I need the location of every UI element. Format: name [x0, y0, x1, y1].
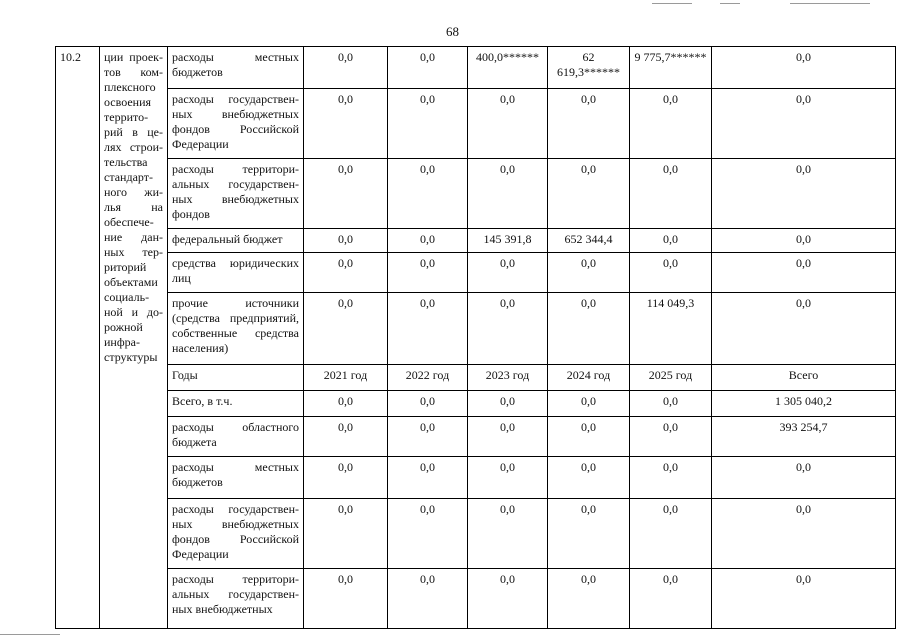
scan-artifact-line: [790, 3, 870, 4]
funding-source-label: расходы территори-альных государствен-ных внебюджетных фондов: [168, 159, 304, 229]
value-cell: 0,0: [468, 457, 548, 499]
value-cell: 0,0: [548, 253, 630, 293]
value-cell: 0,0: [388, 391, 468, 417]
scan-artifact-line: [0, 634, 60, 635]
table-row: [56, 391, 896, 417]
value-cell: 0,0: [712, 47, 896, 89]
value-cell: 0,0: [304, 569, 388, 629]
value-cell: 0,0: [712, 499, 896, 569]
value-cell: 2023 год: [468, 365, 548, 391]
value-cell: 0,0: [548, 457, 630, 499]
value-cell: 0,0: [388, 229, 468, 253]
funding-source-label: средства юридических лиц: [168, 253, 304, 293]
value-cell: 0,0: [548, 569, 630, 629]
value-cell: 0,0: [388, 253, 468, 293]
value-cell: 0,0: [630, 391, 712, 417]
value-cell: 0,0: [468, 89, 548, 159]
row-description: ции проек-тов ком-плексного освоения террито-рий в це-лях строи-тельства стандарт-ного жи-лья на обеспече-ние дан-ных тер-риторий объектами социаль-ной и до-рожной инфра-структуры: [100, 47, 168, 629]
table-row: [56, 159, 896, 229]
value-cell: 0,0: [304, 417, 388, 457]
value-cell: 0,0: [712, 253, 896, 293]
value-cell: 0,0: [304, 89, 388, 159]
value-cell: 0,0: [304, 229, 388, 253]
value-cell: 1 305 040,2: [712, 391, 896, 417]
value-cell: 0,0: [548, 293, 630, 365]
value-cell: 0,0: [468, 417, 548, 457]
value-cell: 0,0: [304, 499, 388, 569]
value-cell: 0,0: [630, 417, 712, 457]
funding-source-label: прочие источники (средства предприятий, собственные средства населения): [168, 293, 304, 365]
value-cell: 0,0: [548, 159, 630, 229]
value-cell: 0,0: [712, 457, 896, 499]
budget-table: [55, 46, 896, 629]
table-row: [56, 293, 896, 365]
funding-source-label: расходы областного бюджета: [168, 417, 304, 457]
value-cell: 0,0: [468, 253, 548, 293]
value-cell: 0,0: [630, 229, 712, 253]
funding-source-label: расходы государствен-ных внебюджетных фондов Российской Федерации: [168, 499, 304, 569]
value-cell: 0,0: [548, 391, 630, 417]
funding-source-label: Годы: [168, 365, 304, 391]
value-cell: 0,0: [548, 417, 630, 457]
value-cell: 0,0: [304, 457, 388, 499]
value-cell: 0,0: [388, 293, 468, 365]
value-cell: 0,0: [304, 253, 388, 293]
value-cell: 0,0: [468, 499, 548, 569]
funding-source-label: расходы территори-альных государствен-ных внебюджетных: [168, 569, 304, 629]
funding-source-label: расходы местных бюджетов: [168, 457, 304, 499]
value-cell: 0,0: [468, 159, 548, 229]
value-cell: Всего: [712, 365, 896, 391]
row-code: 10.2: [56, 47, 100, 629]
table-row: [56, 89, 896, 159]
value-cell: 0,0: [712, 229, 896, 253]
funding-source-label: федеральный бюджет: [168, 229, 304, 253]
value-cell: 0,0: [304, 47, 388, 89]
value-cell: 0,0: [468, 293, 548, 365]
scan-artifact-line: [720, 3, 740, 4]
value-cell: 0,0: [630, 499, 712, 569]
value-cell: 2021 год: [304, 365, 388, 391]
funding-source-label: расходы государствен-ных внебюджетных фондов Российской Федерации: [168, 89, 304, 159]
table-row: [56, 457, 896, 499]
table-row: [56, 499, 896, 569]
value-cell: 0,0: [304, 159, 388, 229]
value-cell: 0,0: [712, 293, 896, 365]
value-cell: 0,0: [712, 159, 896, 229]
value-cell: 400,0******: [468, 47, 548, 89]
value-cell: 0,0: [304, 391, 388, 417]
scan-artifact-line: [652, 3, 692, 4]
table-row: [56, 47, 896, 89]
page-number: 68: [446, 24, 459, 39]
value-cell: 0,0: [388, 159, 468, 229]
value-cell: 2025 год: [630, 365, 712, 391]
funding-source-label: расходы местных бюджетов: [168, 47, 304, 89]
value-cell: 0,0: [548, 499, 630, 569]
value-cell: 0,0: [548, 89, 630, 159]
value-cell: 0,0: [388, 89, 468, 159]
value-cell: 0,0: [468, 569, 548, 629]
value-cell: 0,0: [388, 417, 468, 457]
value-cell: 0,0: [388, 457, 468, 499]
value-cell: 0,0: [468, 391, 548, 417]
table-row: [56, 253, 896, 293]
value-cell: 0,0: [712, 89, 896, 159]
value-cell: 0,0: [388, 499, 468, 569]
funding-source-label: Всего, в т.ч.: [168, 391, 304, 417]
value-cell: 114 049,3: [630, 293, 712, 365]
table-row: [56, 229, 896, 253]
table-row: [56, 417, 896, 457]
value-cell: 2022 год: [388, 365, 468, 391]
value-cell: 0,0: [630, 89, 712, 159]
value-cell: 0,0: [630, 159, 712, 229]
value-cell: 145 391,8: [468, 229, 548, 253]
value-cell: 0,0: [712, 569, 896, 629]
value-cell: 0,0: [388, 47, 468, 89]
table-row: [56, 365, 896, 391]
value-cell: 0,0: [630, 253, 712, 293]
value-cell: 62 619,3******: [548, 47, 630, 89]
value-cell: 393 254,7: [712, 417, 896, 457]
table-row: [56, 569, 896, 629]
value-cell: 2024 год: [548, 365, 630, 391]
value-cell: 0,0: [630, 569, 712, 629]
value-cell: 0,0: [630, 457, 712, 499]
value-cell: 9 775,7******: [630, 47, 712, 89]
value-cell: 0,0: [388, 569, 468, 629]
value-cell: 0,0: [304, 293, 388, 365]
value-cell: 652 344,4: [548, 229, 630, 253]
